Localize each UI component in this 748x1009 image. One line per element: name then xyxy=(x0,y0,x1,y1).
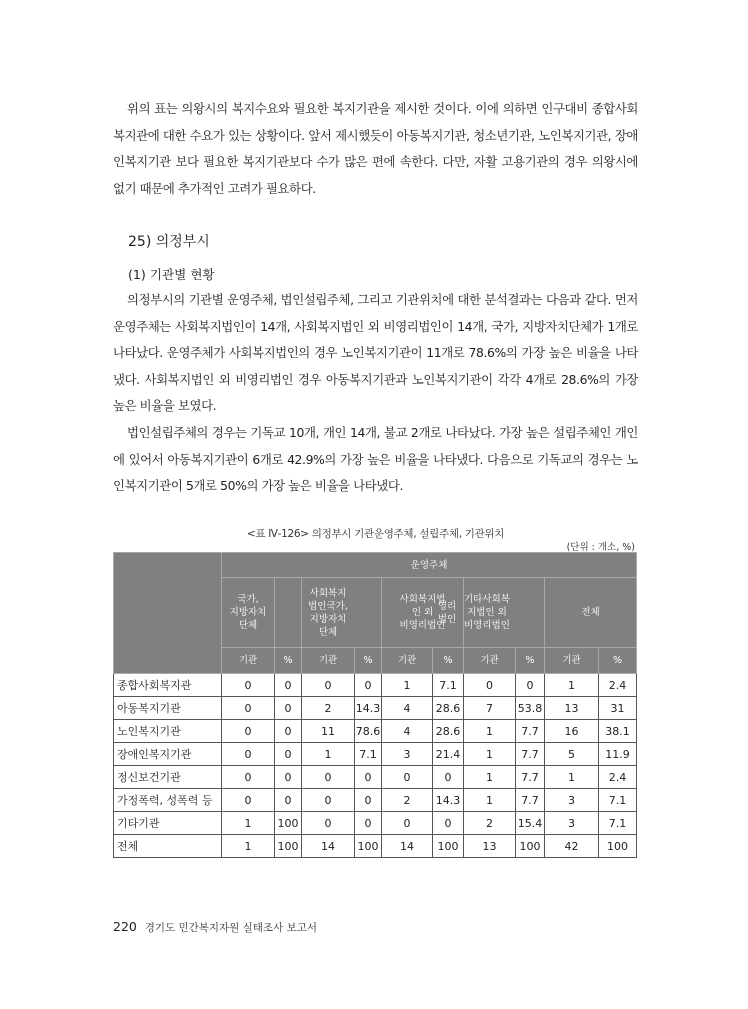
table-cell: 0 xyxy=(222,697,275,720)
col-header-government: 국가, 지방자치 단체 xyxy=(222,578,275,648)
table-row xyxy=(114,743,637,766)
table-cell: 1 xyxy=(545,674,599,697)
table-cell: 14.3 xyxy=(355,697,382,720)
corner-header-cell xyxy=(114,553,222,674)
paragraph-founders: 법인설립주체의 경우는 기독교 10개, 개인 14개, 불교 2개로 나타났다. 가장 높은 설립주체인 개인에 있어서 아동복지기관이 6개로 42.9%의 가장 높은 비율을 나타냈다. 다음으로 기독교의 경우는 노인복지기관이 5개로 50%의 가장 높은 비율을 나타냈다. xyxy=(113,425,638,493)
table-cell: 0 xyxy=(464,674,516,697)
table-cell: 1 xyxy=(464,720,516,743)
operator-table xyxy=(113,552,637,858)
table-cell: 14 xyxy=(302,835,355,858)
section-heading: 25) 의정부시 xyxy=(128,234,210,250)
table-cell: 3 xyxy=(382,743,433,766)
table-cell: 1 xyxy=(464,743,516,766)
table-cell: 0 xyxy=(355,812,382,835)
table-row xyxy=(114,674,637,697)
paragraph-operators: 의정부시의 기관별 운영주체, 법인설립주체, 그리고 기관위치에 대한 분석결과는 다음과 같다. 먼저 운영주체는 사회복지법인이 14개, 사회복지법인 외 비영리법인이 14개, 국가, 지방자치단체가 1개로 나타났다. 운영주체가 사회복지법인의 경우 노인복지기관이 11개로 78.6%의 가장 높은 비율을 나타냈다. 사회복지법인 외 비영리법인 경우 아동복지기관과 노인복지기관이 각각 4개로 28.6%의 가장 높은 비율을 보였다. xyxy=(113,292,638,413)
row-label: 종합사회복지관 xyxy=(114,674,222,697)
row-label: 노인복지기관 xyxy=(114,720,222,743)
table-cell: 0 xyxy=(433,812,464,835)
row-label: 가정폭력, 성폭력 등 xyxy=(114,789,222,812)
table-cell: 2 xyxy=(464,812,516,835)
col-header-forprofit-other xyxy=(437,578,545,648)
table-cell: 0 xyxy=(275,743,302,766)
subsection-heading: (1) 기관별 현황 xyxy=(128,267,215,282)
sub-header: % xyxy=(275,648,302,674)
row-label: 전체 xyxy=(114,835,222,858)
page-number: 220 xyxy=(113,919,137,934)
table-cell: 16 xyxy=(545,720,599,743)
table-cell: 0 xyxy=(222,674,275,697)
table-cell: 0 xyxy=(222,766,275,789)
col-header-forprofit: 영리 법인 xyxy=(437,600,457,625)
table-cell: 1 xyxy=(222,835,275,858)
table-cell: 2.4 xyxy=(599,674,637,697)
table-cell: 0 xyxy=(275,720,302,743)
table-cell: 0 xyxy=(382,812,433,835)
table-cell: 5 xyxy=(545,743,599,766)
table-cell: 3 xyxy=(545,789,599,812)
table-cell: 28.6 xyxy=(433,720,464,743)
table-cell: 1 xyxy=(302,743,355,766)
table-cell: 2.4 xyxy=(599,766,637,789)
table-cell: 28.6 xyxy=(433,697,464,720)
table-cell: 0 xyxy=(275,674,302,697)
table-cell: 38.1 xyxy=(599,720,637,743)
table-row xyxy=(114,766,637,789)
table-cell: 100 xyxy=(275,812,302,835)
report-title: 경기도 민간복지자원 실태조사 보고서 xyxy=(144,922,317,934)
table-cell: 21.4 xyxy=(433,743,464,766)
table-cell: 4 xyxy=(382,720,433,743)
table-row xyxy=(114,697,637,720)
sub-header: % xyxy=(599,648,637,674)
table-cell: 0 xyxy=(355,789,382,812)
table-cell: 7.7 xyxy=(516,743,545,766)
table-row xyxy=(114,789,637,812)
col-header-welfare-corp: 사회복지 법인국가, 지방자치 단체 xyxy=(302,578,382,648)
table-cell: 13 xyxy=(545,697,599,720)
table-row xyxy=(114,720,637,743)
table-cell: 7.1 xyxy=(599,812,637,835)
table-cell: 100 xyxy=(355,835,382,858)
table-cell: 4 xyxy=(382,697,433,720)
table-cell: 1 xyxy=(545,766,599,789)
table-cell: 2 xyxy=(382,789,433,812)
table-cell: 0 xyxy=(302,674,355,697)
page-footer xyxy=(113,919,317,935)
table-cell: 7 xyxy=(464,697,516,720)
col-header-nonprofit: 사회복지법 인 외 비영리법인 xyxy=(382,578,464,648)
table-cell: 78.6 xyxy=(355,720,382,743)
col-header-other-nonprofit: 기타사회복 지법인 외 비영리법인 xyxy=(464,594,510,631)
table-cell: 0 xyxy=(222,789,275,812)
row-label: 아동복지기관 xyxy=(114,697,222,720)
table-cell: 53.8 xyxy=(516,697,545,720)
col-header-total: 전체 xyxy=(545,578,637,648)
table-cell: 7.7 xyxy=(516,720,545,743)
table-cell: 1 xyxy=(464,766,516,789)
table-cell: 0 xyxy=(355,766,382,789)
table-cell: 7.1 xyxy=(355,743,382,766)
table-cell: 7.7 xyxy=(516,766,545,789)
sub-header: % xyxy=(355,648,382,674)
table-cell: 2 xyxy=(302,697,355,720)
table-cell: 7.7 xyxy=(516,789,545,812)
col-header-government-blank xyxy=(275,578,302,648)
table-unit: (단위 : 개소, %) xyxy=(566,542,635,553)
table-cell: 0 xyxy=(433,766,464,789)
table-cell: 3 xyxy=(545,812,599,835)
table-cell: 0 xyxy=(275,789,302,812)
table-cell: 11.9 xyxy=(599,743,637,766)
table-cell: 15.4 xyxy=(516,812,545,835)
table-caption: <표 Ⅳ-126> 의정부시 기관운영주체, 설립주체, 기관위치 xyxy=(246,528,505,540)
table-cell: 0 xyxy=(275,766,302,789)
sub-header: % xyxy=(433,648,464,674)
sub-header: 기관 xyxy=(302,648,355,674)
row-label: 정신보건기관 xyxy=(114,766,222,789)
table-cell: 1 xyxy=(464,789,516,812)
table-cell: 0 xyxy=(302,812,355,835)
table-cell: 11 xyxy=(302,720,355,743)
table-row xyxy=(114,812,637,835)
sub-header: % xyxy=(516,648,545,674)
table-cell: 31 xyxy=(599,697,637,720)
group-header: 운영주체 xyxy=(222,553,637,578)
table-cell: 7.1 xyxy=(433,674,464,697)
table-cell: 0 xyxy=(222,720,275,743)
table-cell: 0 xyxy=(302,766,355,789)
sub-header: 기관 xyxy=(464,648,516,674)
table-cell: 100 xyxy=(516,835,545,858)
sub-header: 기관 xyxy=(222,648,275,674)
table-cell: 100 xyxy=(275,835,302,858)
table-cell: 13 xyxy=(464,835,516,858)
table-cell: 1 xyxy=(222,812,275,835)
sub-header: 기관 xyxy=(545,648,599,674)
table-cell: 0 xyxy=(355,674,382,697)
table-cell: 0 xyxy=(516,674,545,697)
table-cell: 100 xyxy=(433,835,464,858)
sub-header: 기관 xyxy=(382,648,433,674)
row-label: 기타기관 xyxy=(114,812,222,835)
table-cell: 100 xyxy=(599,835,637,858)
table-cell: 0 xyxy=(275,697,302,720)
table-cell: 7.1 xyxy=(599,789,637,812)
table-row-total xyxy=(114,835,637,858)
table-cell: 14.3 xyxy=(433,789,464,812)
paragraph-intro: 위의 표는 의왕시의 복지수요와 필요한 복지기관을 제시한 것이다. 이에 의하면 인구대비 종합사회복지관에 대한 수요가 있는 상황이다. 앞서 제시했듯이 아동복지기관, 청소년기관, 노인복지기관, 장애인복지기관 보다 필요한 복지기관보다 수가 많은 편에 속한다. 다만, 자활 고용기관의 경우 의왕시에 없기 때문에 추가적인 고려가 필요하다. xyxy=(113,101,638,196)
table-cell: 0 xyxy=(382,766,433,789)
table-cell: 42 xyxy=(545,835,599,858)
table-cell: 1 xyxy=(382,674,433,697)
row-label: 장애인복지기관 xyxy=(114,743,222,766)
table-cell: 14 xyxy=(382,835,433,858)
table-cell: 0 xyxy=(302,789,355,812)
table-cell: 0 xyxy=(222,743,275,766)
